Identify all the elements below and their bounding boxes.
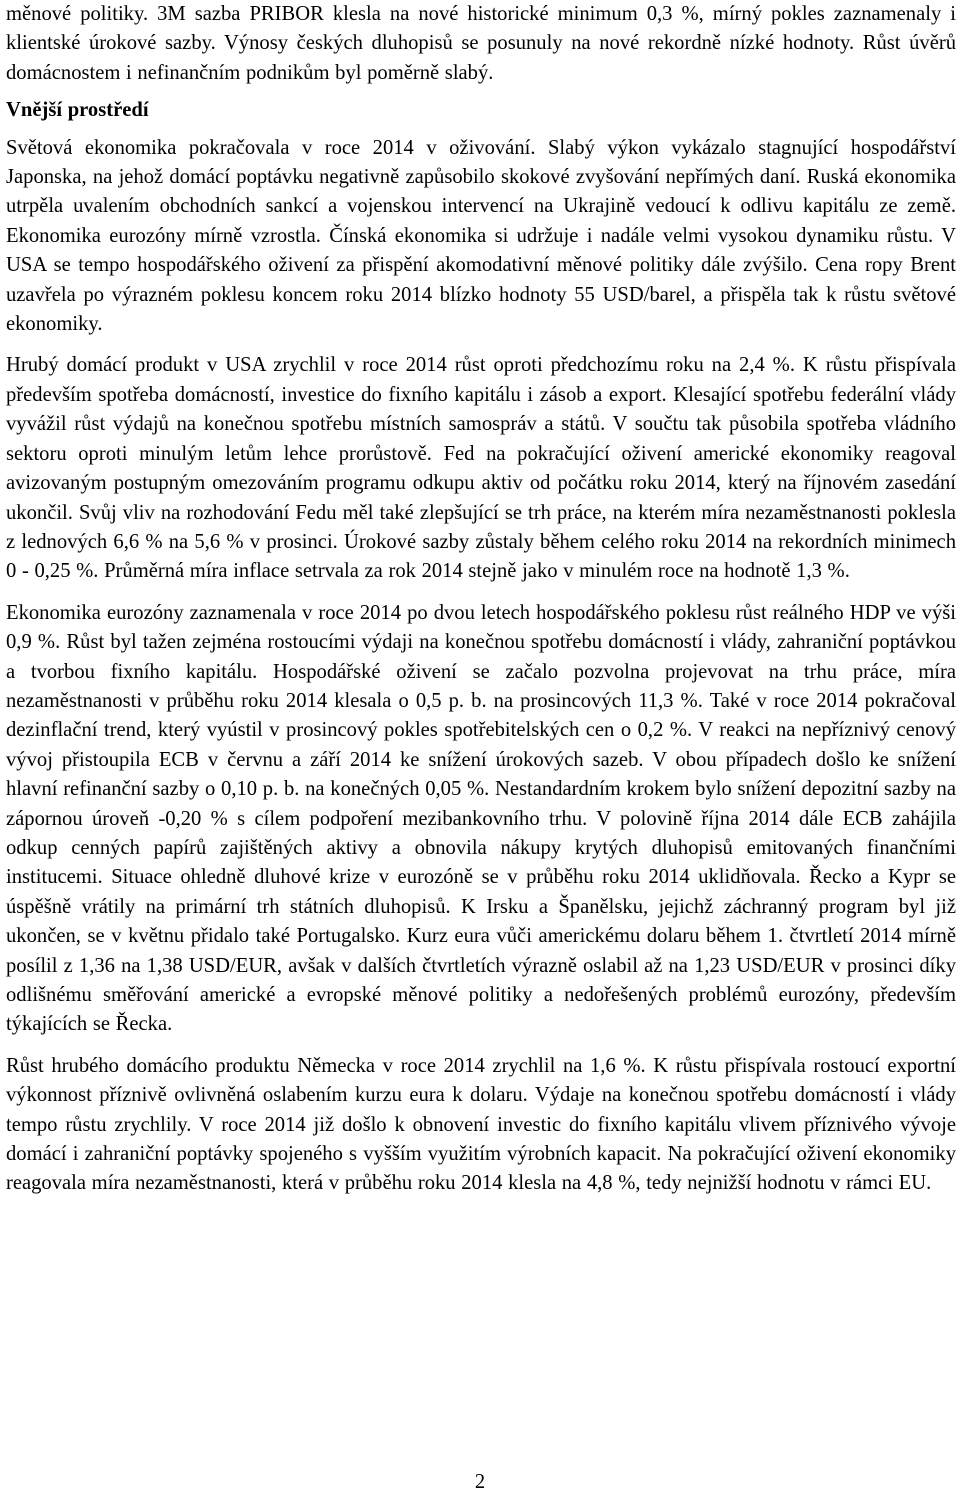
paragraph-world-economy: Světová ekonomika pokračovala v roce 2014 v oživování. Slabý výkon vykázalo stagnující hospodářství Japonska, na jehož domácí poptávku negativně zapůsobilo skokové zvyšování nepřímých daní. Ruská ekonomika utrpěla uvalením obchodních sankcí a vojenskou intervencí na Ukrajině vedoucí k odlivu kapitálu ze země. Ekonomika eurozóny mírně vzrostla. Čínská ekonomika si udržuje i nadále velmi vysokou dynamiku růstu. V USA se tempo hospodářského oživení za přispění akomodativní měnové politiky dále zvýšilo. Cena ropy Brent uzavřela po výrazném poklesu koncem roku 2014 blízko hodnoty 55 USD/barel, a přispěla tak k růstu světové ekonomiky. (6, 136, 956, 336)
document-page (6, 0, 956, 1199)
paragraph-usa: Hrubý domácí produkt v USA zrychlil v roce 2014 růst oproti předchozímu roku na 2,4 %. K růstu přispívala především spotřeba domácností, investice do fixního kapitálu i zásob a export. Klesající spotřebu federální vlády vyvážil růst výdajů na konečnou spotřebu místních samospráv a států. V součtu tak působila spotřeba vládního sektoru oproti minulým letům lehce prorůstově. Fed na pokračující oživení americké ekonomiky reagoval avizovaným postupným omezováním programu odkupu aktiv od počátku roku 2014, který na říjnovém zasedání ukončil. Svůj vliv na rozhodování Fedu měl také zlepšující se trh práce, na kterém míra nezaměstnanosti poklesla z lednových 6,6 % na 5,6 % v prosinci. Úrokové sazby zůstaly během celého roku 2014 na rekordních minimech 0 - 0,25 %. Průměrná míra inflace setrvala za rok 2014 stejně jako v minulém roce na hodnotě 1,3 %. (6, 354, 956, 583)
intro-paragraph: měnové politiky. 3M sazba PRIBOR klesla na nové historické minimum 0,3 %, mírný pokles zaznamenaly i klientské úrokové sazby. Výnosy českých dluhopisů se posunuly na nové rekordně nízké hodnoty. Růst úvěrů domácnostem i nefinančním podnikům byl poměrně slabý. (6, 3, 956, 84)
page-number: 2 (474, 1471, 486, 1493)
paragraph-eurozone: Ekonomika eurozóny zaznamenala v roce 2014 po dvou letech hospodářského poklesu růst reálného HDP ve výši 0,9 %. Růst byl tažen zejména rostoucími výdaji na konečnou spotřebu domácností i vlády, zahraniční poptávkou a tvorbou fixního kapitálu. Hospodářské oživení se začalo pozvolna projevovat na trhu práce, míra nezaměstnanosti v průběhu roku 2014 klesala o 0,5 p. b. na prosincových 11,3 %. Také v roce 2014 pokračoval dezinflační trend, který vyústil v prosincový pokles spotřebitelských cen o 0,2 %. V reakci na nepříznivý cenový vývoj přistoupila ECB v červnu a září 2014 ke snížení úrokových sazeb. V obou případech došlo ke snížení hlavní refinanční sazby o 0,10 p. b. na konečných 0,05 %. Nestandardním krokem bylo snížení depozitní sazby na zápornou úroveň -0,20 % s cílem podpoření mezibankovního trhu. V polovině října 2014 dále ECB zahájila odkup cenných papírů zajištěných aktivy a obnovila nákupy krytých dluhopisů emitovaných finančními institucemi. Situace ohledně dluhové krize v eurozóně se v průběhu roku 2014 uklidňovala. Řecko a Kypr se úspěšně vrátily na primární trh státních dluhopisů. K Irsku a Španělsku, jejichž záchranný program byl již ukončen, se v květnu přidalo také Portugalsko. Kurz eura vůči americkému dolaru během 1. čtvrtletí 2014 mírně posílil z 1,36 na 1,38 USD/EUR, avšak v dalších čtvrtletích výrazně oslabil až na 1,23 USD/EUR v prosinci díky odlišnému směřování americké a evropské měnové politiky a nedořešených problémů eurozóny, především týkajících se Řecka. (6, 601, 956, 1036)
paragraph-germany: Růst hrubého domácího produktu Německa v roce 2014 zrychlil na 1,6 %. K růstu přispívala rostoucí exportní výkonnost příznivě ovlivněná oslabením kurzu eura k dolaru. Výdaje na konečnou spotřebu domácností i vlády tempo růstu zrychlily. V roce 2014 již došlo k obnovení investic do fixního kapitálu vlivem příznivého vývoje domácí i zahraniční poptávky spojeného s vyšším využitím výrobních kapacit. Na pokračující oživení ekonomiky reagovala míra nezaměstnanosti, která v průběhu roku 2014 klesla na 4,8 %, tedy nejnižší hodnotu v rámci EU. (6, 1054, 956, 1195)
section-heading: Vnější prostředí (6, 99, 149, 122)
